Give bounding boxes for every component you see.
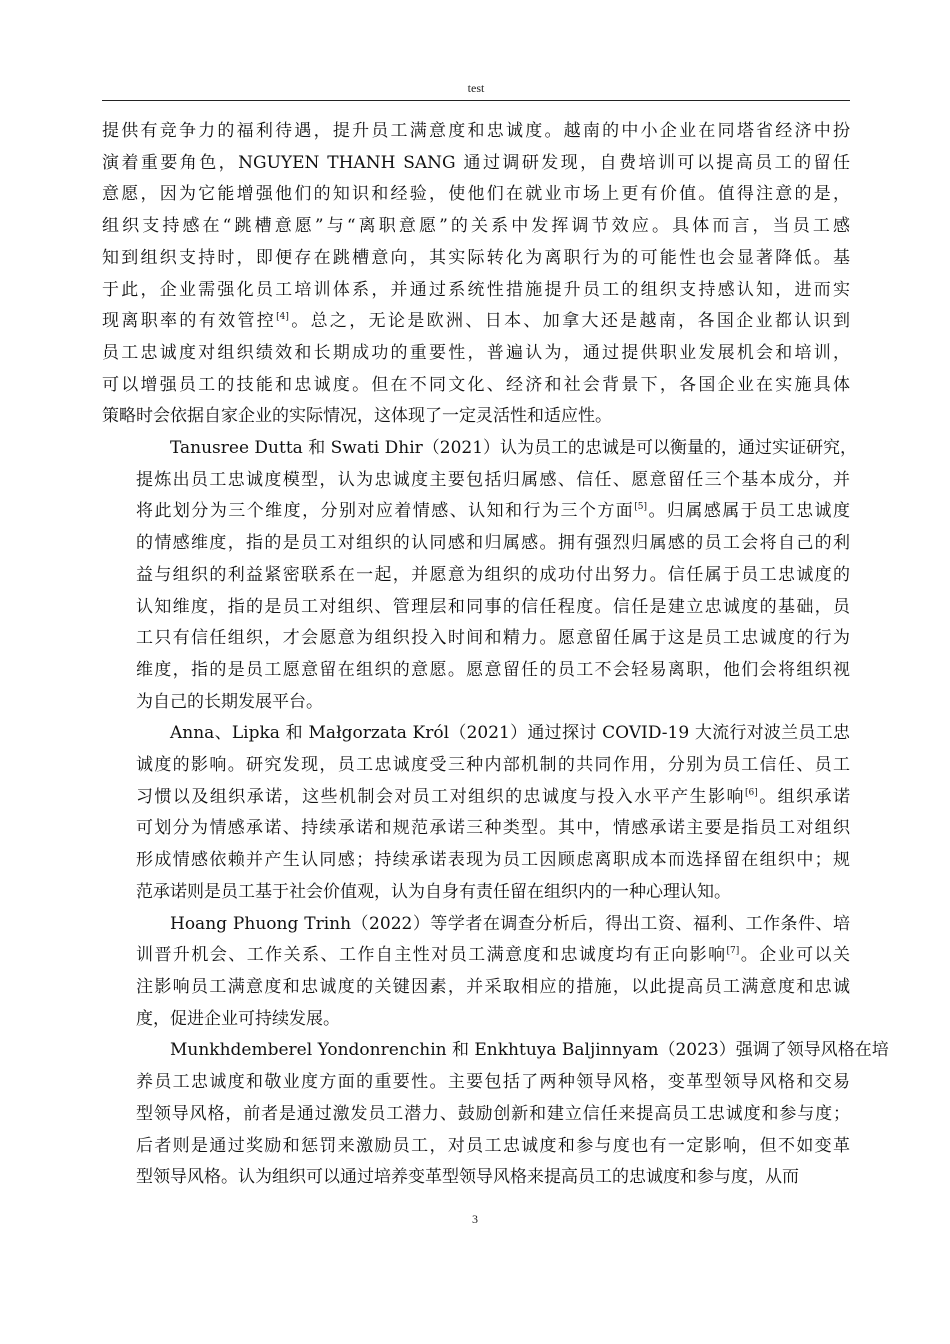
page-header: [102, 78, 850, 101]
text-line: 于此，企业需强化员工培训体系，并通过系统性措施提升员工的组织支持感认知，进而实: [102, 279, 850, 300]
text-line: Munkhdemberel Yondonrenchin 和 Enkhtuya Baljinnyam（2023）强调了领导风格在培: [170, 1040, 889, 1061]
text-line: 形成情感依赖并产生认同感；持续承诺表现为员工因顾虑离职成本而选择留在组织中；规: [136, 850, 850, 871]
text-line: 为自己的长期发展平台。: [136, 691, 323, 712]
page-number: 3: [472, 1212, 478, 1226]
paragraph: [102, 718, 850, 908]
text-line: 的情感维度，指的是员工对组织的认同感和归属感。拥有强烈归属感的员工会将自己的利: [136, 533, 850, 554]
text-line: 工只有信任组织，才会愿意为组织投入时间和精力。愿意留任属于这是员工忠诚度的行为: [136, 628, 850, 649]
paragraph: [102, 433, 858, 718]
text-line: 认知维度，指的是员工对组织、管理层和同事的信任程度。信任是建立忠诚度的基础，员: [136, 596, 850, 617]
text-line: 型领导风格。认为组织可以通过培养变革型领导风格来提高员工的忠诚度和参与度，从而: [136, 1167, 799, 1188]
paragraph: [102, 116, 850, 433]
text-line: 演着重要角色，NGUYEN THANH SANG 通过调研发现，自费培训可以提高员工的留任: [102, 152, 850, 173]
text-line: 型领导风格，前者是通过激发员工潜力、鼓励创新和建立信任来提高员工忠诚度和参与度；: [136, 1103, 850, 1124]
text-line: Tanusree Dutta 和 Swati Dhir（2021）认为员工的忠诚是可以衡量的，通过实证研究，: [170, 438, 858, 459]
text-line: 益与组织的利益紧密联系在一起，并愿意为组织的成功付出努力。信任属于员工忠诚度的: [136, 564, 850, 585]
text-line: 可以增强员工的技能和忠诚度。但在不同文化、经济和社会背景下，各国企业在实施具体: [102, 374, 850, 395]
text-line: 员工忠诚度对组织绩效和长期成功的重要性，普遍认为，通过提供职业发展机会和培训，: [102, 342, 850, 363]
citation-marker: [5]: [634, 502, 648, 513]
text-line: 后者则是通过奖励和惩罚来激励员工，对员工忠诚度和参与度也有一定影响，但不如变革: [136, 1135, 850, 1156]
text-line: 提炼出员工忠诚度模型，认为忠诚度主要包括归属感、信任、愿意留任三个基本成分，并: [136, 469, 850, 490]
text-line: 注影响员工满意度和忠诚度的关键因素，并采取相应的措施，以此提高员工满意度和忠诚: [136, 976, 850, 997]
citation-marker: [7]: [726, 946, 740, 957]
paragraph: [102, 1035, 889, 1194]
text-line: 范承诺则是员工基于社会价值观，认为自身有责任留在组织内的一种心理认知。: [136, 881, 731, 902]
citation-marker: [4]: [276, 312, 289, 323]
text-line: 组织支持感在“跳槽意愿”与“离职意愿”的关系中发挥调节效应。具体而言，当员工感: [102, 216, 850, 237]
text-line: 可划分为情感承诺、持续承诺和规范承诺三种类型。其中，情感承诺主要是指员工对组织: [136, 818, 850, 839]
text-line: 维度，指的是员工愿意留在组织的意愿。愿意留任的员工不会轻易离职，他们会将组织视: [136, 659, 850, 680]
text-line: 策略时会依据自家企业的实际情况，这体现了一定灵活性和适应性。: [102, 406, 612, 427]
text-line: 度，促进企业可持续发展。: [136, 1008, 340, 1029]
paragraph: [102, 909, 850, 1036]
document-body: [102, 116, 889, 1194]
text-line: 知到组织支持时，即便存在跳槽意向，其实际转化为离职行为的可能性也会显著降低。基: [102, 247, 850, 268]
text-line: Anna、Lipka 和 Małgorzata Król（2021）通过探讨 COVID-19 大流行对波兰员工忠: [170, 723, 850, 744]
text-line: 习惯以及组织承诺，这些机制会对员工对组织的忠诚度与投入水平产生影响[6]。组织承诺: [136, 786, 851, 807]
citation-marker: [6]: [744, 787, 758, 798]
text-line: 现离职率的有效管控[4]。总之，无论是欧洲、日本、加拿大还是越南，各国企业都认识到: [102, 311, 851, 332]
text-line: 诚度的影响。研究发现，员工忠诚度受三种内部机制的共同作用，分别为员工信任、员工: [136, 755, 850, 776]
text-line: 养员工忠诚度和敬业度方面的重要性。主要包括了两种领导风格，变革型领导风格和交易: [136, 1072, 850, 1093]
text-line: 意愿，因为它能增强他们的知识和经验，使他们在就业市场上更有价值。值得注意的是，: [102, 184, 850, 205]
text-line: 将此划分为三个维度，分别对应着情感、认知和行为三个方面[5]。归属感属于员工忠诚度: [136, 501, 851, 522]
page-footer: [0, 1212, 950, 1227]
text-line: 提供有竞争力的福利待遇，提升员工满意度和忠诚度。越南的中小企业在同塔省经济中扮: [102, 121, 850, 141]
header-text: test: [467, 81, 485, 95]
text-line: 训晋升机会、工作关系、工作自主性对员工满意度和忠诚度均有正向影响[7]。企业可以关: [136, 945, 851, 966]
text-line: Hoang Phuong Trinh（2022）等学者在调查分析后，得出工资、福利、工作条件、培: [170, 913, 850, 934]
